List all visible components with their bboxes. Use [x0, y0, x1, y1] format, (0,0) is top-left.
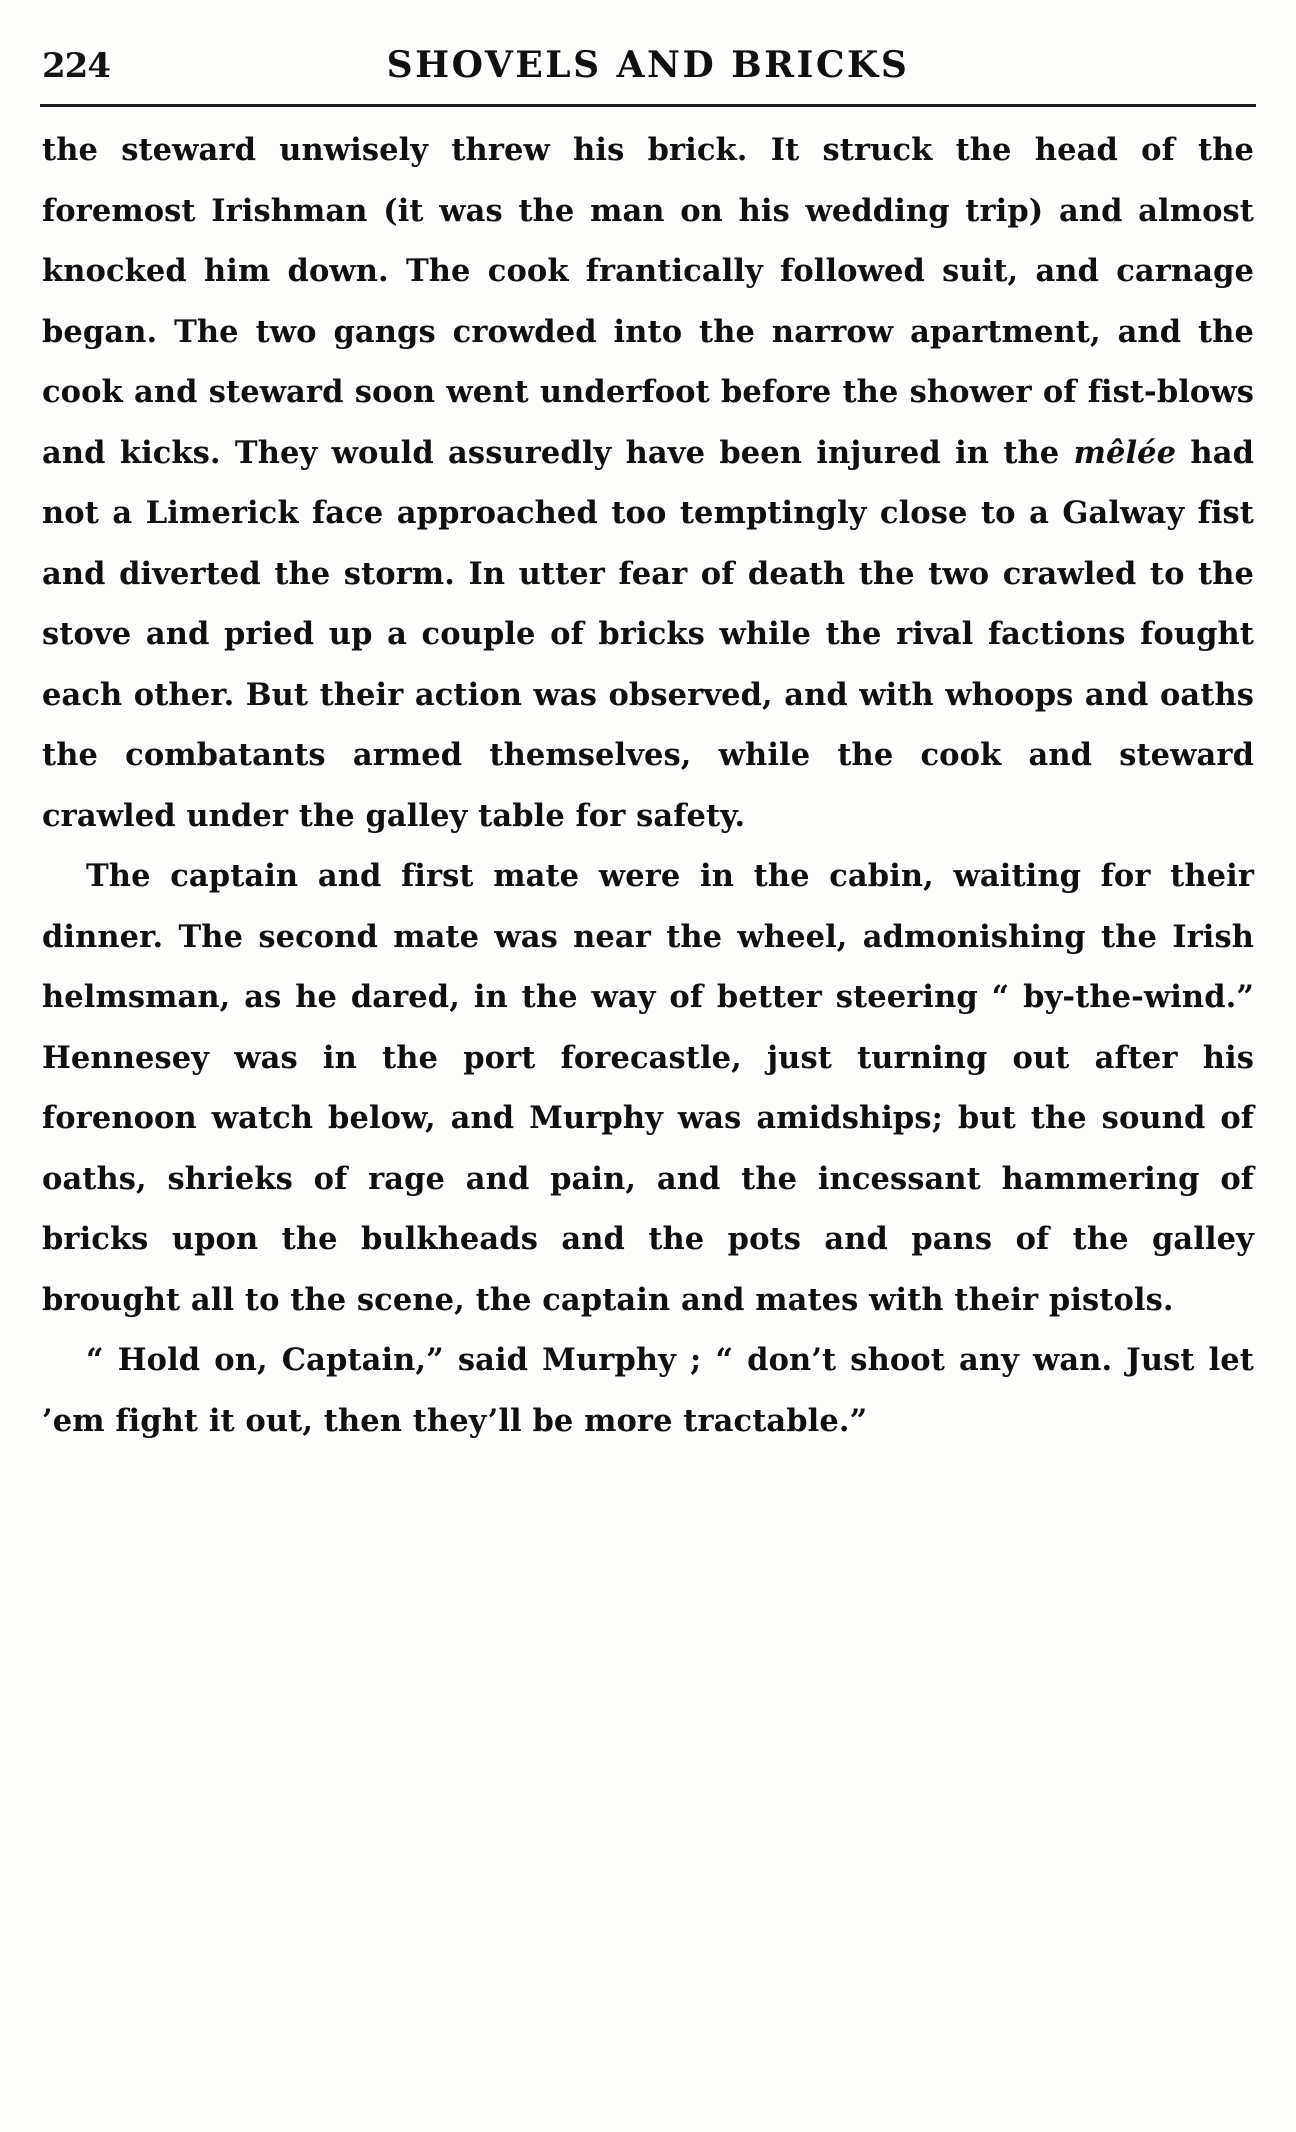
running-head: SHOVELS AND BRICKS — [386, 44, 910, 86]
page-header — [0, 22, 1296, 92]
paragraph-2: The captain and first mate were in the cabin, waiting for their dinner. The second mate was near the wheel, admonishing the Irish helmsman, as he dared, in the way of better steering “ by-the-wind.” Hennesey was in the port forecastle, just turning out after his forenoon watch below, and Murphy was amidships; but the sound of oaths, shrieks of rage and pain, and the incessant hammering of bricks upon the bulkheads and the pots and pans of the galley brought all to the scene, the captain and mates with their pistols. — [42, 858, 1254, 1318]
paragraph-1-text-before: the steward unwisely threw his brick. It struck the head of the foremost Irishman (it was the man on his wedding trip) and almost knocked him down. The cook frantically followed suit, and carnage began. The two gangs crowded into the narrow apartment, and the cook and steward soon went underfoot before the shower of fist-blows and kicks. They would assuredly have been injured in the — [42, 132, 1254, 471]
paragraph-1 — [42, 120, 1254, 846]
page-number: 224 — [42, 46, 110, 86]
page-body — [42, 120, 1254, 1451]
header-rule — [40, 104, 1256, 107]
paragraph-1-text-after: had not a Limerick face approached too temptingly close to a Galway fist and diverted the storm. In utter fear of death the two crawled to the stove and pried up a couple of bricks while the rival factions fought each other. But their action was observed, and with whoops and oaths the combatants armed themselves, while the cook and steward crawled under the galley table for safety. — [42, 434, 1254, 834]
paragraph-1-italic-word: mêlée — [1073, 434, 1177, 471]
paragraph-3: “ Hold on, Captain,” said Murphy ; “ don’t shoot any wan. Just let ’em fight it out, then they’ll be more tractable.” — [42, 1342, 1254, 1439]
